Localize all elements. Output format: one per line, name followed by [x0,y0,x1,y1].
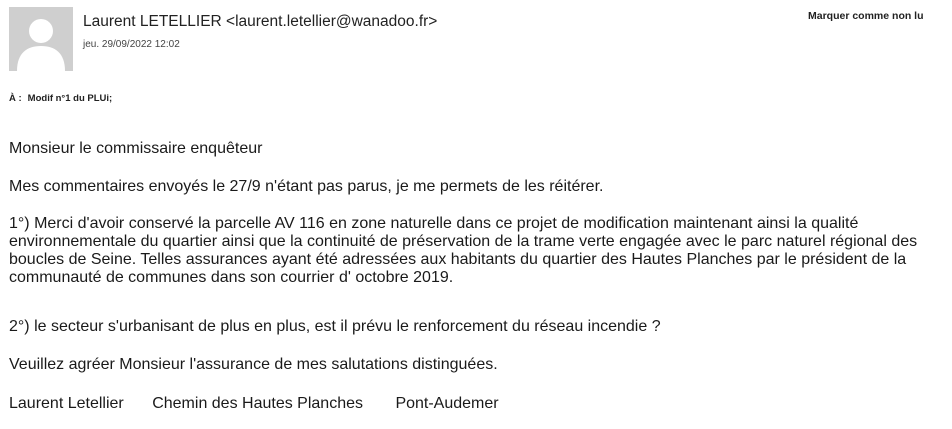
recipient-label: À : [9,93,22,104]
closing-paragraph: Veuillez agréer Monsieur l'assurance de mes salutations distinguées. [9,356,498,373]
point-one-paragraph: 1°) Merci d'avoir conservé la parcelle AV 116 en zone naturelle dans ce projet de modification maintenant ainsi la qualité environnementale du quartier ainsi que la continuité de préservation de la trame verte engagée avec le parc naturel régional des boucles de Seine. Telles assurances ayant été adressées aux habitants du quartier des Hautes Planches par le président de la communauté de communes dans son courrier d' octobre 2019. [9,215,918,286]
sent-date: jeu. 29/09/2022 12:02 [83,39,180,50]
recipient-value[interactable]: Modif n°1 du PLUi; [27,93,113,104]
recipient-line [9,93,112,104]
signature-city: Pont-Audemer [395,395,499,412]
point-two-paragraph: 2°) le secteur s'urbanisant de plus en plus, est il prévu le renforcement du réseau incendie ? [9,318,661,335]
avatar [9,7,73,71]
signature-street: Chemin des Hautes Planches [152,395,363,412]
mark-unread-button[interactable]: Marquer comme non lu [808,10,924,22]
signature [9,395,499,413]
intro-paragraph: Mes commentaires envoyés le 27/9 n'étant pas parus, je me permets de les réitérer. [9,178,604,195]
signature-name: Laurent Letellier [9,395,124,412]
person-silhouette-icon [9,7,73,71]
greeting: Monsieur le commissaire enquêteur [9,140,263,157]
sender-name[interactable]: Laurent LETELLIER <laurent.letellier@wanadoo.fr> [83,13,438,30]
